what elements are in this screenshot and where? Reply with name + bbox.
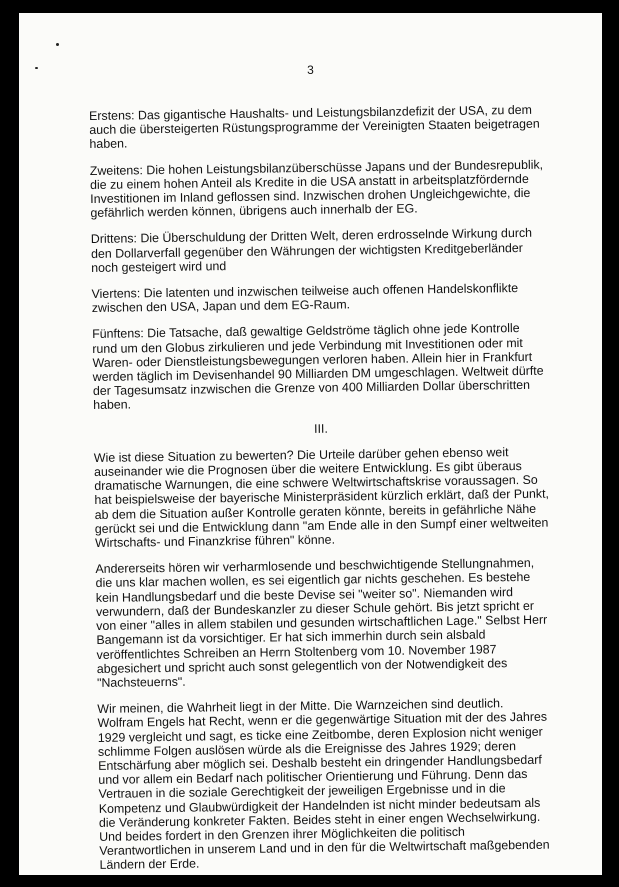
paragraph-drittens: Drittens: Die Überschuldung der Dritten Welt, deren erdrosselnde Wirkung durch den Dollarverfall gegenüber den Währungen der wichtigsten Kreditgeberländer noch gesteigert wird und bbox=[90, 226, 533, 275]
document-body bbox=[89, 103, 555, 875]
paragraph-fuenftens: Fünftens: Die Tatsache, daß gewaltige Geldströme täglich ohne jede Kontrolle rund um den Globus zirkulieren und jede Verbindung mit Investitionen oder mit Waren- oder Dienstleistungsbewegungen verloren haben. Allein hier in Frankfurt werden täglich im Devisenhandel 90 Milliarden DM umgeschlagen. Weltweit dürfte der Tagesumsatz inzwischen die Grenze von 400 Milliarden Dollar überschritten haben. bbox=[92, 321, 544, 413]
paragraph-erstens: Erstens: Das gigantische Haushalts- und Leistungsbilanzdefizit der USA, zu dem auch die übersteigerten Rüstungsprogramme der Vereinigten Staaten beigetragen haben. bbox=[89, 102, 540, 152]
paragraph-viertens: Viertens: Die latenten und inzwischen teilweise auch offenen Handelskonflikte zwischen den USA, Japan und dem EG-Raum. bbox=[91, 281, 519, 316]
page-number: 3 bbox=[307, 63, 314, 77]
scan-speck bbox=[56, 43, 59, 46]
paragraph-wahrheit: Wir meinen, die Wahrheit liegt in der Mitte. Die Warnzeichen sind deutlich. Wolfram Engels hat Recht, wenn er die gegenwärtige Situation mit der des Jahres 1929 vergleicht und sagt, es ticke eine Zeitbombe, deren Explosion nicht weniger schlimme Folgen auslösen würde als die Ereignisse des Jahres 1929; deren Entschärfung aber möglich sei. Deshalb besteht ein dringender Handlungsbedarf und vor allem ein Bedarf nach politischer Orientierung und Führung. Denn das Vertrauen in die soziale Gerechtigkeit der jeweiligen Ergebnisse und in die Kompetenz und Glaubwürdigkeit der Handelnden ist nicht minder bedeutsam als die Veränderung konkreter Fakten. Beides steht in einer engen Wechselwirkung. Und beides fordert in den Grenzen ihrer Möglichkeiten die politisch Verantwortlichen in unserem Land und in den für die Weltwirtschaft maßgebenden Ländern der Erde. bbox=[97, 696, 550, 873]
document-page bbox=[19, 13, 602, 875]
paragraph-zweitens: Zweitens: Die hohen Leistungsbilanzüberschüsse Japans und der Bundesrepublik, die zu einem hohen Anteil als Kredite in die USA anstatt in arbeitsplatzfördernde Investitionen im Inland geflossen sind. Inzwischen drohen Ungleichgewichte, die gefährlich werden können, übrigens auch innerhalb der EG. bbox=[89, 157, 544, 221]
paragraph-andererseits: Andererseits hören wir verharmlosende und beschwichtigende Stellungnahmen, die uns klar machen wollen, es sei eigentlich gar nichts geschehen. Es bestehe kein Handlungsbedarf und die beste Devise sei "weiter so". Niemanden wird verwundern, daß der Bundeskanzler zu dieser Schule gehört. Bis jetzt spricht er von einer "alles in allem stabilen und gesunden wirtschaftlichen Lage." Selbst Herr Bangemann ist da vorsichtiger. Er hat sich immerhin durch sein alsbald veröffentlichtes Schreiben an Herrn Stoltenberg vom 10. November 1987 abgesichert und spricht auch sonst gelegentlich von der Notwendigkeit des "Nachsteuerns". bbox=[95, 556, 548, 690]
section-heading: III. bbox=[313, 421, 328, 436]
paragraph-bewertung: Wie ist diese Situation zu bewerten? Die Urteile darüber gehen ebenso weit auseinander wie die Prognosen über die weitere Entwicklung. Es gibt überaus dramatische Warnungen, die eine schwere Weltwirtschaftskrise voraussagen. So hat beispielsweise der bayerische Ministerpräsident kürzlich erklärt, daß der Punkt, ab dem die Situation außer Kontrolle geraten könnte, bereits in gefährliche Nähe gerückt sei und die Entwicklung dann "am Ende alle in den Sumpf einer weltweiten Wirtschafts- und Finanzkrise führen" könne. bbox=[93, 445, 550, 551]
